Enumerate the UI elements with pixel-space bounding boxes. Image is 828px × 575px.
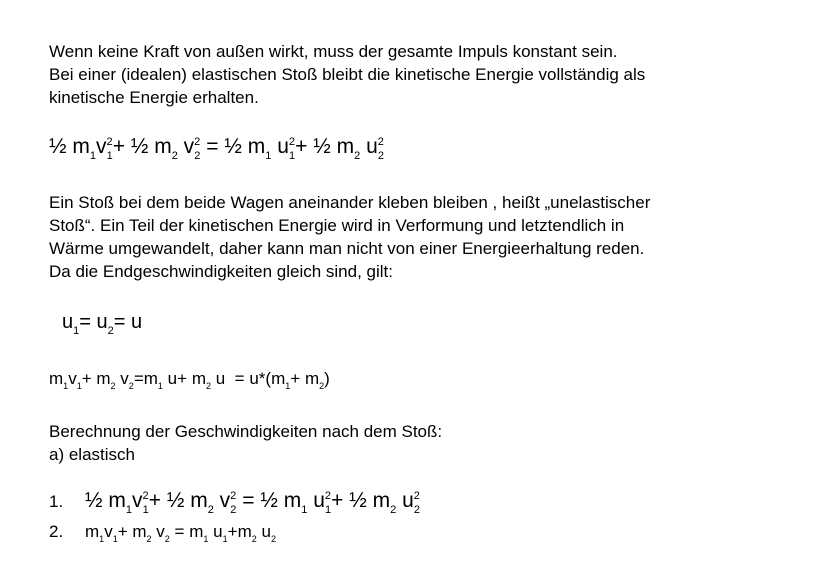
section-subheading: a) elastisch bbox=[49, 445, 135, 464]
list-item-energy-equation: 1. ½ $m_1v^2_1+$ ½ $m_2$ $v^2_2$ = ½ $m_1$ $u^2_1+$ ½ $m_2$ $u^2_2$ bbox=[49, 489, 421, 516]
list-item-momentum-equation: 2. $m_1v_1+ m_2$ $v_2 = m_1$ $u_1+m_2$ $u_2$ bbox=[49, 522, 276, 544]
velocity-equality-equation: $u_1= u_2= u$ bbox=[62, 311, 143, 337]
text-line: Wärme umgewandelt, daher kann man nicht von einer Energieerhaltung reden. bbox=[49, 239, 645, 258]
text-line: Wenn keine Kraft von außen wirkt, muss der gesamte Impuls konstant sein. bbox=[49, 42, 618, 61]
text-line: Stoß“. Ein Teil der kinetischen Energie wird in Verformung und letztendlich in bbox=[49, 216, 625, 235]
momentum-inelastic-equation: $m_1v_1+ m_2$ $v_2=m_1$ $u+ m_2$ $u = u*(m_1+ m_2)$ bbox=[49, 369, 330, 391]
energy-equation: ½ $m_1v^2_1+$ ½ $m_2$ $v^2_2$ = ½ $m_1$ $u^2_1+$ ½ $m_2$ $u^2_2$ bbox=[49, 135, 385, 162]
list-number: 1. bbox=[49, 492, 64, 511]
text-line: Da die Endgeschwindigkeiten gleich sind, gilt: bbox=[49, 262, 393, 281]
section-heading: Berechnung der Geschwindigkeiten nach dem Stoß: bbox=[49, 422, 443, 441]
text-line: Ein Stoß bei dem beide Wagen aneinander kleben bleiben , heißt „unelastischer bbox=[49, 193, 651, 212]
paragraph-inelastic bbox=[49, 191, 650, 283]
text-line: kinetische Energie erhalten. bbox=[49, 88, 259, 107]
paragraph-momentum bbox=[49, 40, 645, 109]
text-line: Bei einer (idealen) elastischen Stoß bleibt die kinetische Energie vollständig als bbox=[49, 65, 646, 84]
list-number: 2. bbox=[49, 522, 64, 541]
calculation-section bbox=[49, 420, 442, 466]
